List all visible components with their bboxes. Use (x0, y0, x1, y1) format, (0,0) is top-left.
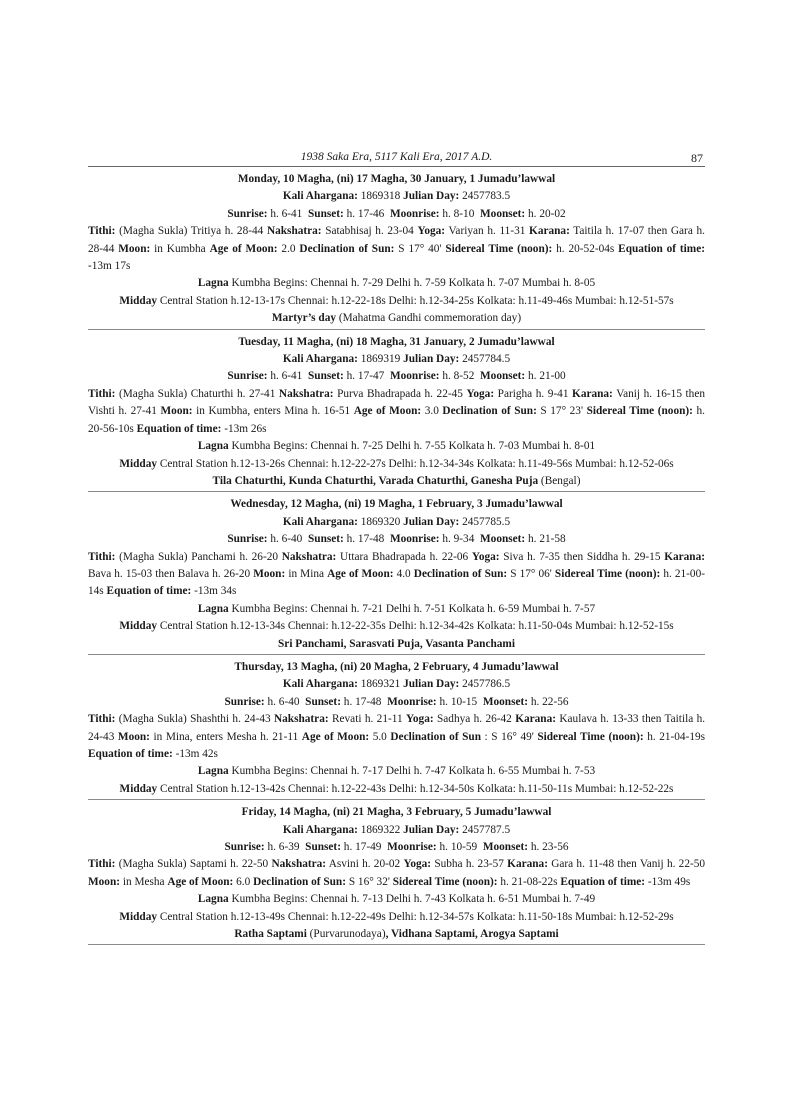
julian-day-value: 2457785.5 (462, 515, 511, 528)
sidereal-time-value: h. 20-52-04s (556, 242, 615, 255)
lagna-line (88, 438, 705, 455)
lagna-value: Kumbha Begins: Chennai h. 7-21 Delhi h. 7-51 Kolkata h. 6-59 Mumbai h. 7-57 (231, 602, 596, 615)
moonrise-value: h. 9-34 (442, 533, 475, 546)
equation-of-time-value: -13m 49s (647, 875, 691, 888)
yoga-value: Variyan h. 11-31 (448, 225, 526, 238)
tithi-label: Tithi: (88, 387, 116, 400)
moonrise-label: Moonrise: (389, 207, 440, 220)
sunrise-value: h. 6-41 (270, 207, 303, 220)
equation-of-time-value: -13m 42s (175, 748, 218, 760)
julian-day-label: Julian Day: (403, 678, 460, 691)
equation-of-time-value: -13m 26s (224, 422, 267, 435)
nakshatra-label: Nakshatra: (271, 858, 327, 871)
sunset-label: Sunset: (305, 841, 341, 854)
festival-bold-value: Sri Panchami, Sarasvati Puja, Vasanta Panchami (278, 637, 515, 650)
sun-moon-times (88, 839, 705, 856)
midday-value: Central Station h.12-13-34s Chennai: h.12-22-35s Delhi: h.12-34-42s Kolkata: h.11-50-04s Mumbai: h.12-52-15s (159, 620, 674, 633)
date-value: Wednesday, 12 Magha, (ni) 19 Magha, 1 February, 3 Jumadu’lawwal (230, 498, 563, 511)
julian-day-label: Julian Day: (403, 353, 460, 366)
moonset-value: h. 22-56 (530, 695, 569, 708)
panchanga-details (88, 856, 705, 891)
declination-value: : S 16° 49' (484, 730, 534, 743)
date-value: Monday, 10 Magha, (ni) 17 Magha, 30 January, 1 Jumadu’lawwal (237, 173, 556, 185)
kali-ahargana-value: 1869319 (360, 353, 401, 366)
equation-of-time-value: -13m 34s (194, 585, 237, 598)
midday-line (88, 456, 705, 473)
age-of-moon-label: Age of Moon: (209, 242, 278, 255)
moonset-value: h. 21-00 (528, 370, 566, 383)
moonrise-value: h. 10-59 (439, 841, 478, 854)
day-entry (88, 804, 705, 945)
festival-bold-value: Ratha Saptami (234, 928, 307, 941)
kali-ahargana-label: Kali Ahargana: (282, 190, 358, 203)
sidereal-time-label: Sidereal Time (noon): (537, 730, 644, 743)
moon-label: Moon: (117, 730, 150, 743)
kali-julian-line (88, 351, 705, 368)
moonset-label: Moonset: (482, 695, 529, 708)
lagna-label: Lagna (197, 277, 229, 290)
yoga-label: Yoga: (403, 858, 432, 871)
sunrise-value: h. 6-41 (270, 370, 303, 383)
declination-value: S 17° 23' (540, 405, 583, 418)
festival-line (88, 926, 705, 943)
midday-label: Midday (119, 620, 157, 633)
midday-label: Midday (119, 782, 158, 795)
julian-day-value: 2457786.5 (462, 678, 511, 691)
moonrise-label: Moonrise: (387, 695, 437, 708)
lagna-line (88, 601, 705, 618)
era-heading: 1938 Saka Era, 5117 Kali Era, 2017 A.D. (300, 151, 493, 163)
karana-label: Karana: (515, 713, 556, 726)
yoga-label: Yoga: (417, 225, 446, 238)
karana-value: Gara h. 11-48 then Vanij h. 22-50 (551, 858, 706, 871)
declination-label-value: Declination of Sun: (299, 242, 395, 255)
entry-date (88, 804, 705, 821)
lagna-label: Lagna (197, 602, 229, 615)
moonrise-value: h. 8-52 (442, 370, 475, 383)
kali-ahargana-value: 1869318 (360, 190, 401, 203)
sunset-value: h. 17-46 (346, 207, 385, 220)
sidereal-time-value: h. 20-56-10s (88, 405, 705, 435)
sidereal-time-label: Sidereal Time (noon): (586, 405, 693, 418)
sunset-label: Sunset: (308, 370, 344, 383)
nakshatra-label: Nakshatra: (278, 387, 334, 400)
sidereal-time-label: Sidereal Time (noon): (554, 567, 661, 580)
day-entry (88, 659, 705, 800)
age-of-moon-value: 2.0 (281, 242, 296, 255)
panchanga-details (88, 386, 705, 438)
moon-value: in Mesha (122, 875, 165, 888)
kali-ahargana-label: Kali Ahargana: (282, 678, 358, 691)
sunrise-label: Sunrise: (227, 533, 268, 546)
sidereal-time-value: h. 21-08-22s (500, 875, 558, 888)
declination-label-value: Declination of Sun: (413, 567, 508, 580)
lagna-value: Kumbha Begins: Chennai h. 7-17 Delhi h. 7-47 Kolkata h. 6-55 Mumbai h. 7-53 (231, 765, 596, 778)
festival-line (88, 636, 705, 653)
equation-of-time-label: Equation of time: (618, 242, 705, 255)
tithi-label: Tithi: (88, 225, 116, 238)
lagna-line (88, 891, 705, 908)
kali-julian-line (88, 514, 705, 531)
date-value: Friday, 14 Magha, (ni) 21 Magha, 3 February, 5 Jumadu’lawwal (241, 806, 552, 819)
page-number: 87 (691, 151, 703, 165)
karana-label: Karana: (529, 225, 570, 238)
sun-moon-times (88, 531, 705, 548)
yoga-value: Parigha h. 9-41 (497, 387, 569, 400)
sun-moon-times (88, 694, 705, 711)
almanac-entries (88, 171, 705, 949)
age-of-moon-value: 6.0 (236, 875, 251, 888)
sidereal-time-label: Sidereal Time (noon): (445, 242, 553, 255)
equation-of-time-label: Equation of time: (560, 875, 646, 888)
moon-value: in Mina, enters Mesha h. 21-11 (153, 730, 299, 743)
nakshatra-value: Satabhisaj h. 23-04 (325, 225, 414, 238)
date-value: Tuesday, 11 Magha, (ni) 18 Magha, 31 January, 2 Jumadu’lawwal (238, 335, 555, 348)
sunrise-label: Sunrise: (227, 207, 268, 220)
sidereal-time-label: Sidereal Time (noon): (392, 875, 498, 888)
age-of-moon-value: 5.0 (372, 730, 387, 743)
karana-label: Karana: (572, 387, 613, 400)
julian-day-label: Julian Day: (403, 515, 460, 528)
panchanga-details (88, 223, 705, 275)
moonset-label: Moonset: (480, 207, 526, 220)
tithi-label: Tithi: (88, 550, 116, 563)
age-of-moon-value: 4.0 (396, 567, 411, 580)
karana-value: Kaulava h. 13-33 then Taitila h. 24-43 (88, 713, 706, 743)
kali-ahargana-label: Kali Ahargana: (282, 353, 358, 366)
age-of-moon-label: Age of Moon: (167, 875, 234, 888)
sunset-label: Sunset: (308, 533, 344, 546)
declination-value: S 16° 32' (348, 875, 390, 888)
kali-ahargana-value: 1869322 (360, 823, 401, 836)
day-entry (88, 334, 705, 493)
sunset-value: h. 17-48 (346, 533, 385, 546)
nakshatra-value: Revati h. 21-11 (331, 713, 403, 726)
age-of-moon-value: 3.0 (424, 405, 439, 418)
sunrise-label: Sunrise: (224, 841, 265, 854)
sun-moon-times (88, 206, 705, 223)
tithi-label: Tithi: (88, 858, 116, 871)
kali-julian-line (88, 676, 705, 693)
sunset-value: h. 17-48 (343, 695, 382, 708)
moonset-value: h. 21-58 (528, 533, 566, 546)
sidereal-time-value: h. 21-04-19s (647, 730, 706, 743)
festival-note-value: (Bengal) (538, 474, 581, 487)
moon-value: in Mina (288, 567, 325, 580)
moon-label: Moon: (88, 875, 121, 888)
karana-label: Karana: (507, 858, 548, 871)
lagna-value: Kumbha Begins: Chennai h. 7-13 Delhi h. 7-43 Kolkata h. 6-51 Mumbai h. 7-49 (231, 893, 596, 906)
tithi-value: (Magha Sukla) Panchami h. 26-20 (119, 550, 278, 563)
julian-day-value: 2457784.5 (462, 353, 511, 366)
moonrise-value: h. 8-10 (442, 207, 475, 220)
julian-day-value: 2457787.5 (462, 823, 511, 836)
kali-ahargana-value: 1869321 (360, 678, 401, 691)
nakshatra-label: Nakshatra: (281, 550, 337, 563)
lagna-line (88, 275, 705, 292)
festival-note-value: (Mahatma Gandhi commemoration day) (336, 312, 522, 325)
lagna-line (88, 763, 705, 780)
yoga-label: Yoga: (466, 387, 495, 400)
date-value: Thursday, 13 Magha, (ni) 20 Magha, 2 February, 4 Jumadu’lawwal (234, 660, 559, 673)
lagna-label: Lagna (197, 765, 229, 778)
kali-ahargana-value: 1869320 (360, 515, 401, 528)
day-entry (88, 496, 705, 655)
sunset-label: Sunset: (305, 695, 341, 708)
festival-line (88, 473, 705, 490)
panchanga-details (88, 711, 705, 763)
julian-day-label: Julian Day: (403, 823, 460, 836)
midday-value: Central Station h.12-13-49s Chennai: h.12-22-49s Delhi: h.12-34-57s Kolkata: h.11-50-18s Mumbai: h.12-52-29s (159, 910, 674, 923)
festival-bold-value: Tila Chaturthi, Kunda Chaturthi, Varada Chaturthi, Ganesha Puja (212, 474, 539, 487)
midday-line (88, 293, 705, 310)
nakshatra-label: Nakshatra: (266, 225, 322, 238)
moonrise-label: Moonrise: (387, 841, 437, 854)
moonrise-label: Moonrise: (389, 370, 440, 383)
tithi-label: Tithi: (88, 713, 116, 726)
tithi-value: (Magha Sukla) Shashthi h. 24-43 (118, 713, 271, 726)
festival-line (88, 310, 705, 327)
tithi-value: (Magha Sukla) Chaturthi h. 27-41 (118, 387, 276, 400)
festival-note-value: (Purvarunodaya) (306, 928, 386, 941)
lagna-label: Lagna (197, 893, 229, 906)
karana-value: Taitila h. 17-07 then Gara h. 28-44 (88, 225, 705, 255)
midday-value: Central Station h.12-13-26s Chennai: h.12-22-27s Delhi: h.12-34-34s Kolkata: h.11-49-56s Mumbai: h.12-52-06s (159, 457, 674, 470)
lagna-value: Kumbha Begins: Chennai h. 7-25 Delhi h. 7-55 Kolkata h. 7-03 Mumbai h. 8-01 (231, 440, 596, 453)
karana-value: Bava h. 15-03 then Balava h. 26-20 (88, 567, 251, 580)
yoga-value: Subha h. 23-57 (434, 858, 504, 871)
age-of-moon-label: Age of Moon: (327, 567, 394, 580)
entry-date (88, 334, 705, 351)
midday-line (88, 909, 705, 926)
midday-label: Midday (119, 910, 157, 923)
nakshatra-value: Asvini h. 20-02 (328, 858, 401, 871)
moon-label: Moon: (118, 242, 151, 255)
midday-value: Central Station h.12-13-42s Chennai: h.12-22-43s Delhi: h.12-34-50s Kolkata: h.11-50-11s Mumbai: h.12-52-22s (160, 782, 674, 795)
equation-of-time-label: Equation of time: (136, 422, 222, 435)
age-of-moon-label: Age of Moon: (353, 405, 422, 418)
sidereal-time-value: h. 21-00-14s (88, 567, 705, 598)
entry-date (88, 496, 705, 513)
kali-ahargana-label: Kali Ahargana: (282, 515, 358, 528)
declination-label-value: Declination of Sun: (253, 875, 346, 888)
sunrise-value: h. 6-40 (267, 695, 300, 708)
declination-value: S 17° 06' (510, 567, 552, 580)
sunrise-label: Sunrise: (227, 370, 268, 383)
equation-of-time-label: Equation of time: (88, 748, 173, 760)
nakshatra-label: Nakshatra: (274, 713, 329, 726)
yoga-value: Siva h. 7-35 then Siddha h. 29-15 (503, 550, 661, 563)
moonset-value: h. 23-56 (530, 841, 569, 854)
panchanga-details (88, 549, 705, 601)
nakshatra-value: Purva Bhadrapada h. 22-45 (337, 387, 463, 400)
festival-tail-value: , Vidhana Saptami, Arogya Saptami (385, 928, 559, 941)
sunset-value: h. 17-47 (346, 370, 385, 383)
julian-day-value: 2457783.5 (462, 190, 511, 203)
lagna-label: Lagna (197, 440, 229, 453)
moon-label: Moon: (253, 567, 286, 580)
festival-bold-value: Martyr’s day (271, 312, 336, 325)
midday-label: Midday (119, 294, 157, 307)
midday-value: Central Station h.12-13-17s Chennai: h.12-22-18s Delhi: h.12-34-25s Kolkata: h.11-49-46s Mumbai: h.12-51-57s (159, 294, 674, 307)
sunrise-value: h. 6-39 (267, 841, 300, 854)
declination-label-value: Declination of Sun (390, 730, 481, 743)
yoga-label: Yoga: (471, 550, 500, 563)
entry-date (88, 659, 705, 676)
moonset-label: Moonset: (480, 370, 526, 383)
moonrise-label: Moonrise: (389, 533, 440, 546)
lagna-value: Kumbha Begins: Chennai h. 7-29 Delhi h. 7-59 Kolkata h. 7-07 Mumbai h. 8-05 (231, 277, 596, 290)
moon-value: in Kumbha, enters Mina h. 16-51 (196, 405, 351, 418)
karana-value: Vanij h. 16-15 then Vishti h. 27-41 (88, 387, 705, 418)
kali-julian-line (88, 188, 705, 205)
midday-line (88, 618, 705, 635)
sun-moon-times (88, 368, 705, 385)
declination-value: S 17° 40' (398, 242, 442, 255)
sunset-label: Sunset: (308, 207, 344, 220)
age-of-moon-label: Age of Moon: (301, 730, 370, 743)
day-entry (88, 171, 705, 330)
moonset-label: Moonset: (480, 533, 526, 546)
kali-ahargana-label: Kali Ahargana: (282, 823, 358, 836)
moonset-value: h. 20-02 (528, 207, 566, 220)
equation-of-time-label: Equation of time: (106, 585, 192, 598)
sunset-value: h. 17-49 (343, 841, 382, 854)
page-header (88, 151, 705, 167)
tithi-value: (Magha Sukla) Tritiya h. 28-44 (119, 225, 264, 238)
midday-label: Midday (119, 457, 157, 470)
sunrise-value: h. 6-40 (270, 533, 303, 546)
declination-label-value: Declination of Sun: (442, 405, 537, 418)
sunrise-label: Sunrise: (224, 695, 265, 708)
yoga-label: Yoga: (406, 713, 434, 726)
kali-julian-line (88, 822, 705, 839)
nakshatra-value: Uttara Bhadrapada h. 22-06 (340, 550, 469, 563)
karana-label: Karana: (664, 550, 705, 563)
moonrise-value: h. 10-15 (439, 695, 478, 708)
moon-label: Moon: (160, 405, 193, 418)
yoga-value: Sadhya h. 26-42 (437, 713, 512, 726)
moonset-label: Moonset: (482, 841, 529, 854)
equation-of-time-value: -13m 17s (88, 260, 131, 273)
julian-day-label: Julian Day: (403, 190, 460, 203)
entry-date (88, 171, 705, 188)
tithi-value: (Magha Sukla) Saptami h. 22-50 (118, 858, 269, 871)
midday-line (88, 781, 705, 798)
moon-value: in Kumbha (154, 242, 206, 255)
